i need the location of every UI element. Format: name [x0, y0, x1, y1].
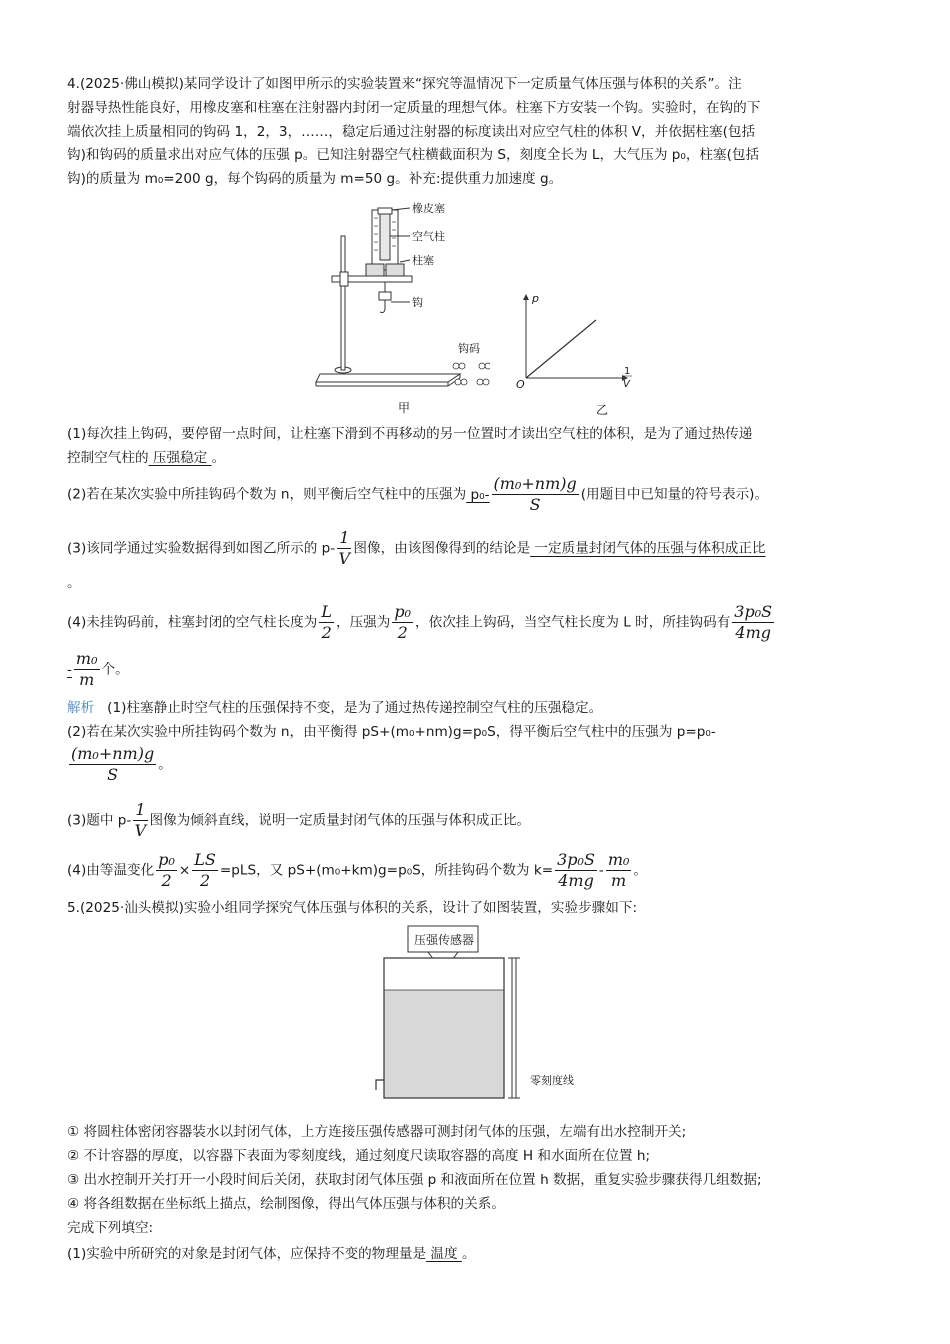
q5-sensor-label: 压强传感器	[414, 933, 475, 947]
analysis-4-frac3-den: 4mg	[558, 871, 594, 890]
analysis-4-frac1-den: 2	[161, 871, 172, 890]
q5-step4: ④ 将各组数据在坐标纸上描点，绘制图像，得出气体压强与体积的关系。	[67, 1196, 505, 1212]
q4-sub4-text: (4)未挂钩码前，柱塞封闭的空气柱长度为	[67, 614, 318, 631]
analysis-4-frac4-den: m	[611, 871, 627, 890]
analysis-3-fraction	[133, 800, 147, 841]
q4-sub4-frac-p-den: 2	[397, 623, 408, 642]
q5-intro: 5.(2025·汕头模拟)实验小组同学探究气体压强与体积的关系，设计了如图装置，实验步骤如下:	[67, 900, 638, 916]
q4-intro-line2: 射器导热性能良好，用橡皮塞和柱塞在注射器内封闭一定质量的理想气体。柱塞下方安装一个钩。实验时，在钩的下	[67, 99, 761, 116]
q4-sub4-frac-l	[319, 602, 334, 643]
q4-analysis-1	[67, 698, 897, 720]
q4-sub4-text2: ，压强为	[335, 614, 391, 631]
q4-sub3-text: (3)该同学通过实验数据得到如图乙所示的 p-	[67, 540, 336, 557]
q4-intro-line5: 钩)的质量为 m₀=200 g，每个钩码的质量为 m=50 g。补充:提供重力加速度 g。	[67, 171, 563, 187]
q4-sub3-answer: 一定质量封闭气体的压强与体积成正比	[530, 540, 766, 557]
analysis-4-frac2-den: 2	[199, 871, 211, 890]
q4-sub2-end: (用题目中已知量的符号表示)。	[580, 486, 769, 503]
fig-label-air: 空气柱	[412, 230, 445, 243]
q4-sub2-den: S	[529, 495, 541, 514]
q4-intro-line3: 端依次挂上质量相同的钩码 1，2，3，……，稳定后通过注射器的标度读出对应空气柱的体积 V，并依据柱塞(包括	[67, 123, 756, 140]
q5-zero-label: 零刻度线	[530, 1074, 574, 1087]
analysis-4-frac3-num: 3p₀S	[557, 850, 595, 869]
fig-label-hook: 钩	[412, 296, 423, 309]
analysis-4-frac1	[156, 850, 177, 891]
yi-axis-p: p	[532, 292, 539, 305]
analysis-2-text: (2)若在某次实验中所挂钩码个数为 n，由平衡得 pS+(m₀+nm)g=p₀S，得平衡后空气柱中的压强为 p=p₀-	[67, 724, 716, 740]
q5-sub1-end: 。	[461, 1246, 476, 1262]
q5-step2: ② 不计容器的厚度，以容器下表面为零刻度线，通过刻度尺读取容器的高度 H 和水面所在位置 h;	[67, 1148, 651, 1164]
q4-intro	[67, 74, 897, 191]
analysis-3-text: (3)题中 p-	[67, 812, 132, 829]
q4-sub4-text3: ，依次挂上钩码，当空气柱长度为 L 时，所挂钩码有	[415, 614, 731, 631]
q5-fill-prompt: 完成下列填空:	[67, 1220, 154, 1236]
q4-sub2-fraction	[492, 474, 579, 515]
analysis-4-minus: -	[598, 862, 604, 879]
analysis-4-frac2	[192, 850, 218, 891]
q4-analysis-4	[67, 850, 897, 891]
analysis-3-den: V	[134, 821, 147, 840]
q4-sub3-den: V	[338, 549, 351, 568]
analysis-4-frac4	[606, 850, 632, 891]
q4-analysis-3	[67, 800, 897, 841]
q4-analysis-2	[67, 722, 897, 785]
q4-sub4	[67, 602, 897, 690]
q4-sub4-answer2: - $\frac{\text{m₀}}{m}$	[67, 649, 98, 689]
q4-sub4-answer-num: 3p₀S	[734, 602, 773, 621]
analysis-3-text2: 图像为倾斜直线，说明一定质量封闭气体的压强与体积成正比。	[149, 812, 531, 829]
analysis-3-num: 1	[135, 800, 146, 819]
q4-sub3	[67, 528, 897, 595]
q4-sub4-frac-l-num: L	[321, 602, 332, 621]
q4-sub3-fraction	[337, 528, 351, 569]
q4-sub1-line1: (1)每次挂上钩码，要停留一点时间，让柱塞下滑到不再移动的另一位置时才读出空气柱的体积，是为了通过热传递	[67, 426, 753, 442]
q4-sub4-answer-frac	[732, 602, 774, 643]
q4-sub3-end: 。	[67, 575, 81, 591]
q4-sub4-frac-p-num: p₀	[394, 602, 412, 621]
fig-label-rubber: 橡皮塞	[412, 202, 445, 215]
analysis-4-frac3	[555, 850, 597, 891]
q4-sub4-end: 个。	[101, 661, 129, 678]
q5-step1: ① 将圆柱体密闭容器装水以封闭气体，上方连接压强传感器可测封闭气体的压强，左端有出水控制开关;	[67, 1124, 687, 1140]
q5-sub1	[67, 1244, 897, 1266]
q4-sub2	[67, 474, 897, 515]
q4-sub4-answer2-num: m₀	[75, 649, 98, 668]
figure-q5-container	[370, 924, 620, 1104]
analysis-4-frac4-num: m₀	[607, 850, 630, 869]
yi-axis-x-den: V	[623, 379, 630, 390]
q4-sub4-line2	[67, 649, 897, 690]
q4-sub1	[67, 424, 897, 470]
q4-sub3-num: 1	[339, 528, 350, 547]
fig-label-weights: 钩码	[458, 342, 480, 355]
yi-axis-o: O	[516, 378, 525, 391]
analysis-4-text2: =pLS，又 pS+(m₀+km)g=p₀S，所挂钩码个数为 k=	[219, 862, 554, 879]
analysis-tag: 解析	[67, 700, 95, 716]
q4-sub2-num: (m₀+nm)g	[493, 474, 577, 493]
analysis-4-times: ×	[178, 862, 191, 879]
analysis-2-line2	[67, 744, 897, 785]
q4-sub4-answer2-frac	[74, 649, 100, 690]
analysis-2-den: S	[107, 764, 119, 784]
q4-sub4-answer2-den: m	[79, 670, 95, 689]
analysis-2-end: 。	[158, 756, 172, 773]
analysis-4-frac2-num: LS	[194, 850, 216, 869]
q4-sub1-text: 控制空气柱的	[67, 449, 149, 466]
q5-step3: ③ 出水控制开关打开一小段时间后关闭，获取封闭气体压强 p 和液面所在位置 h 数据，重复实验步骤获得几组数据;	[67, 1172, 762, 1188]
analysis-2-fraction	[69, 744, 156, 785]
q4-sub4-answer-den: 4mg	[735, 623, 771, 642]
q4-sub2-text: (2)若在某次实验中所挂钩码个数为 n，则平衡后空气柱中的压强为	[67, 486, 467, 503]
fig-label-plunger: 柱塞	[412, 254, 434, 267]
q4-intro-line4: 钩)和钩码的质量求出对应气体的压强 p。已知注射器空气柱横截面积为 S，刻度全长为 L，大气压为 p₀，柱塞(包括	[67, 147, 760, 164]
q4-sub1-end: 。	[211, 449, 226, 466]
q4-sub3-text2: 图像，由该图像得到的结论是	[353, 540, 531, 557]
q4-sub4-frac-l-den: 2	[321, 623, 332, 642]
fig-label-yi: 乙	[596, 403, 609, 417]
analysis-2-num: (m₀+nm)g	[71, 743, 155, 763]
analysis-4-text: (4)由等温变化	[67, 862, 155, 879]
q4-intro-line1: 4.(2025·佛山模拟)某同学设计了如图甲所示的实验装置来“探究等温情况下一定质量气体压强与体积的关系”。注	[67, 76, 742, 92]
q4-sub2-answer	[466, 474, 581, 514]
q4-sub1-answer: 压强稳定	[148, 449, 212, 466]
analysis-1-text: (1)柱塞静止时空气柱的压强保持不变，是为了通过热传递控制空气柱的压强稳定。	[107, 700, 603, 716]
analysis-4-frac1-num: p₀	[158, 850, 175, 869]
figure-jia	[310, 198, 490, 420]
yi-axis-x-num: 1	[624, 366, 631, 377]
figure-yi	[510, 290, 640, 420]
q4-sub2-answer-pre: p₀-	[466, 486, 490, 503]
fig-label-jia: 甲	[398, 401, 411, 415]
q5-sub1-answer: 温度	[426, 1246, 462, 1262]
analysis-4-end: 。	[633, 862, 648, 879]
q5-sub1-text: (1)实验中所研究的对象是封闭气体，应保持不变的物理量是	[67, 1246, 427, 1262]
q4-sub4-frac-p	[392, 602, 413, 643]
q4-sub1-line2	[67, 448, 897, 470]
